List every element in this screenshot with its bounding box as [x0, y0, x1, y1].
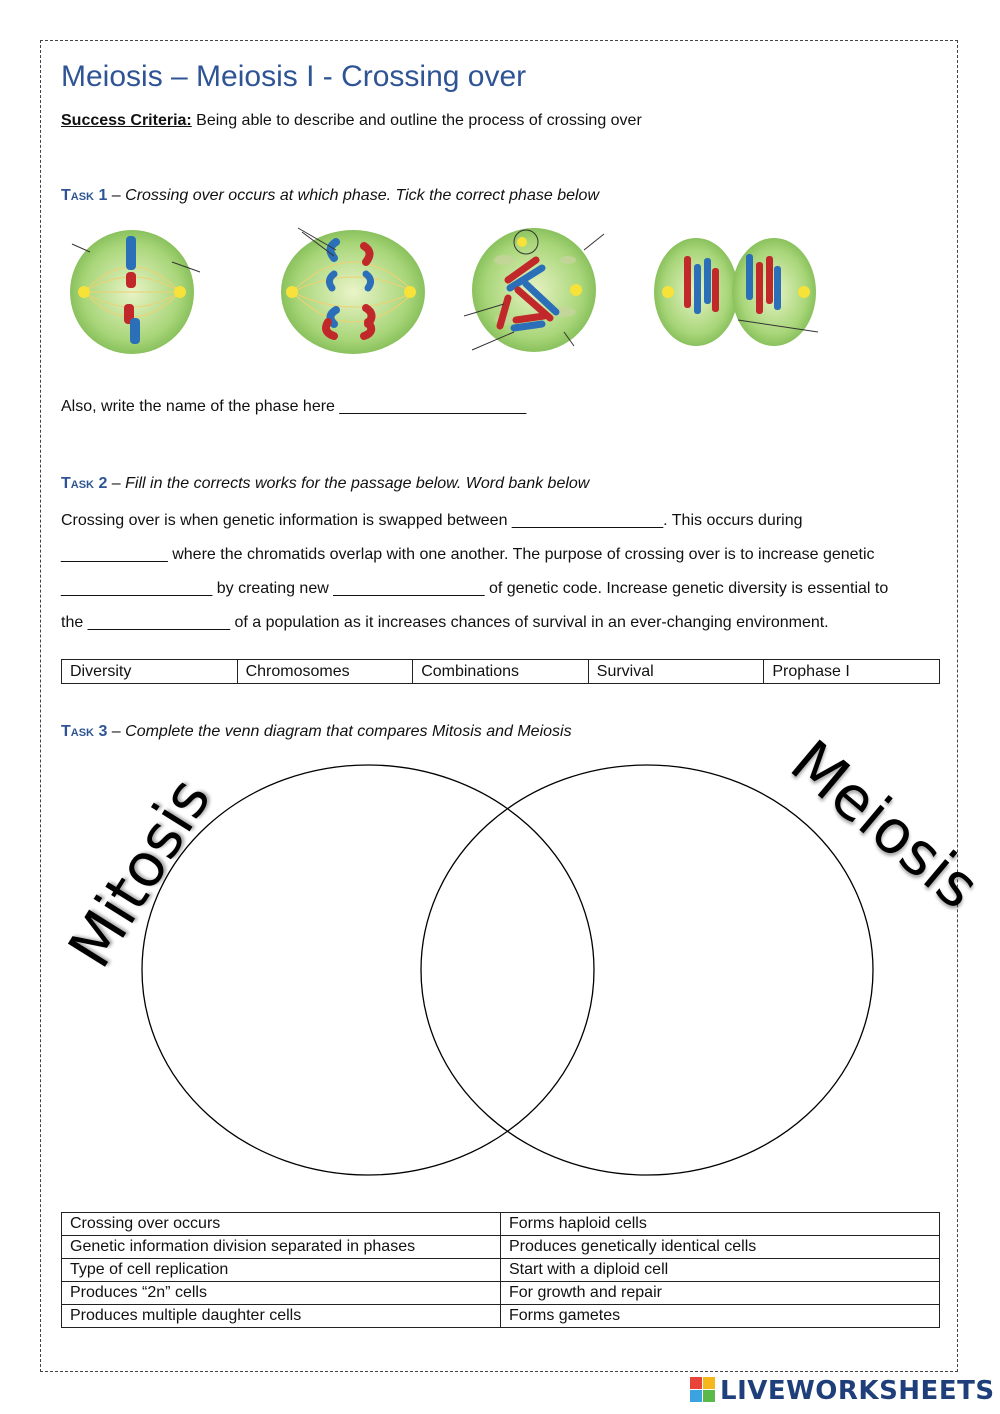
- passage-line: the ________________ of a population as it increases chances of survival in an ever-changing environment.: [61, 614, 829, 631]
- word-bank-item[interactable]: Diversity: [62, 660, 238, 684]
- word-bank-table: [61, 659, 940, 684]
- table-row: [62, 1259, 940, 1282]
- passage-line: ____________ where the chromatids overlap with one another. The purpose of crossing over is to increase genetic: [61, 546, 875, 563]
- task3-dash: –: [107, 723, 126, 740]
- task1-dash: –: [107, 187, 126, 204]
- word-bank-item[interactable]: Survival: [588, 660, 764, 684]
- liveworksheets-logo[interactable]: [690, 1376, 995, 1406]
- passage-line: Crossing over is when genetic information is swapped between _________________. This occurs during: [61, 512, 803, 529]
- metaphase-cell-icon[interactable]: [62, 222, 202, 362]
- page-title: Meiosis – Meiosis I - Crossing over: [61, 60, 527, 93]
- success-criteria: [61, 112, 642, 130]
- venn-label-mitosis: Mitosis: [55, 766, 225, 980]
- statements-table: [61, 1212, 940, 1328]
- task2-name: Task 2: [61, 475, 108, 492]
- task3-description: Complete the venn diagram that compares Mitosis and Meiosis: [125, 723, 572, 740]
- statement-cell[interactable]: For growth and repair: [501, 1282, 940, 1305]
- prophase-cell-icon[interactable]: [464, 220, 606, 356]
- statement-cell[interactable]: Produces genetically identical cells: [501, 1236, 940, 1259]
- success-criteria-text: Being able to describe and outline the process of crossing over: [191, 112, 642, 129]
- task3-heading: [61, 723, 572, 741]
- statement-cell[interactable]: Start with a diploid cell: [501, 1259, 940, 1282]
- passage-line: _________________ by creating new _________________ of genetic code. Increase genetic diversity is essential to: [61, 580, 889, 597]
- statement-cell[interactable]: Genetic information division separated in phases: [62, 1236, 501, 1259]
- word-bank-item[interactable]: Prophase I: [764, 660, 940, 684]
- task3-name: Task 3: [61, 723, 108, 740]
- task2-dash: –: [107, 475, 126, 492]
- task2-heading: [61, 475, 589, 493]
- anaphase-cell-icon[interactable]: [278, 222, 428, 362]
- telophase-cell-icon[interactable]: [654, 234, 820, 350]
- task1-heading: [61, 187, 599, 205]
- success-criteria-label: Success Criteria:: [61, 112, 192, 129]
- venn-label-meiosis: Meiosis: [777, 727, 992, 923]
- table-row: [62, 1236, 940, 1259]
- venn-circle-meiosis[interactable]: [421, 765, 873, 1175]
- statement-cell[interactable]: Crossing over occurs: [62, 1213, 501, 1236]
- task1-name: Task 1: [61, 187, 108, 204]
- task1-description: Crossing over occurs at which phase. Tick the correct phase below: [125, 187, 599, 204]
- statement-cell[interactable]: Produces “2n” cells: [62, 1282, 501, 1305]
- statement-cell[interactable]: Forms haploid cells: [501, 1213, 940, 1236]
- statement-cell[interactable]: Produces multiple daughter cells: [62, 1305, 501, 1328]
- phase-name-prompt: Also, write the name of the phase here _____________________: [61, 398, 527, 415]
- liveworksheets-logo-text: LIVEWORKSHEETS: [720, 1376, 995, 1406]
- statement-cell[interactable]: Type of cell replication: [62, 1259, 501, 1282]
- table-row: [62, 1305, 940, 1328]
- task2-description: Fill in the corrects works for the passage below. Word bank below: [125, 475, 590, 492]
- word-bank-item[interactable]: Combinations: [413, 660, 589, 684]
- liveworksheets-logo-icon: [690, 1377, 716, 1405]
- statement-cell[interactable]: Forms gametes: [501, 1305, 940, 1328]
- word-bank-item[interactable]: Chromosomes: [237, 660, 413, 684]
- table-row: [62, 1213, 940, 1236]
- table-row: [62, 1282, 940, 1305]
